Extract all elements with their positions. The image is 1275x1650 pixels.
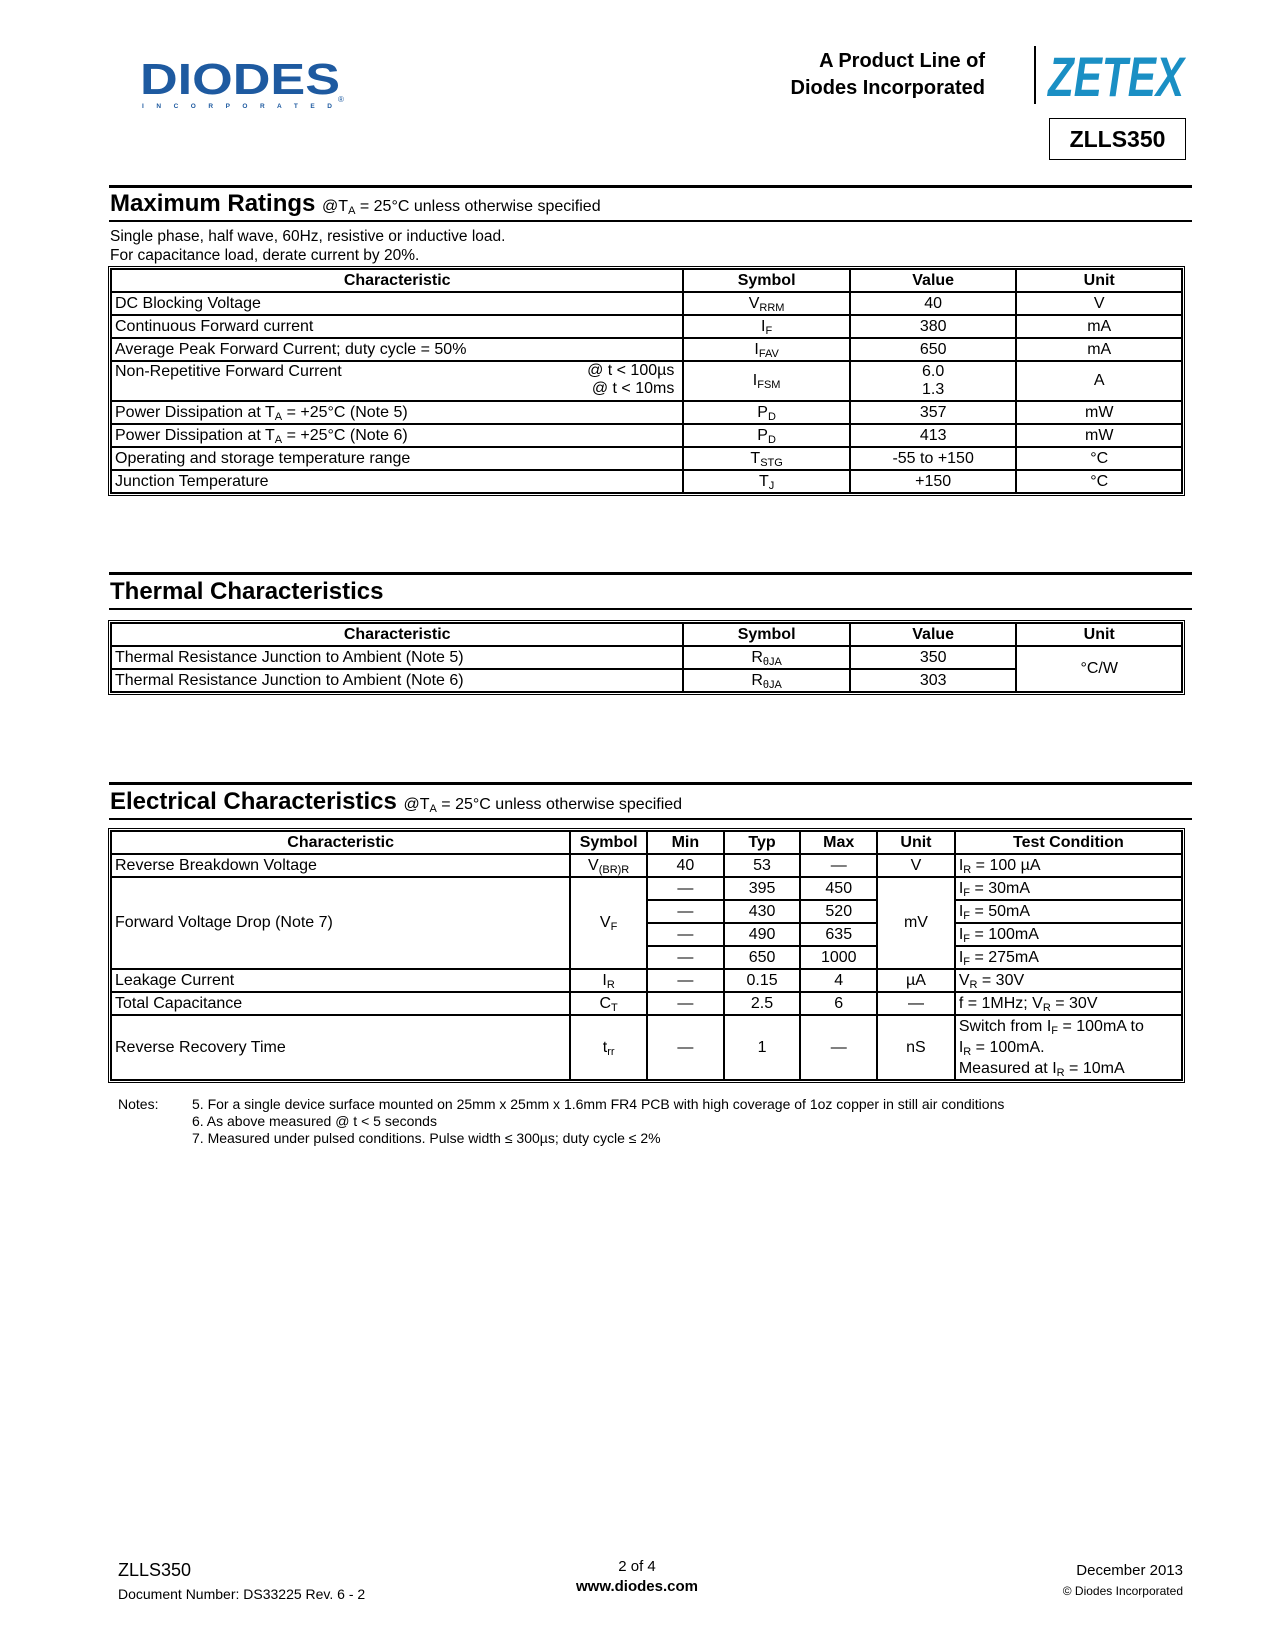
value-cell: 40 xyxy=(850,292,1017,315)
col-header: Min xyxy=(647,831,724,854)
section-rule xyxy=(109,220,1192,222)
condition-cell: $I_F = 50mA$ xyxy=(955,900,1182,923)
table-header-row xyxy=(111,269,1182,292)
unit-cell: mA xyxy=(1016,315,1182,338)
section-rule xyxy=(109,608,1192,610)
col-header: Unit xyxy=(877,831,955,854)
value-cell: -55 to +150 xyxy=(850,447,1017,470)
tagline xyxy=(791,48,985,102)
min-cell: — xyxy=(647,1015,724,1080)
condition-cell: $I_F = 275mA$ xyxy=(955,946,1182,969)
characteristic-cell: Junction Temperature xyxy=(111,470,683,493)
section-rule xyxy=(109,782,1192,785)
max-ratings-table xyxy=(108,266,1185,496)
characteristic-cell: Power Dissipation at $T_A = +25^\circ C$ (Note 5) xyxy=(111,401,683,424)
electrical-title: Electrical Characteristics $@T_A = 25^\circ C$ unless otherwise specified xyxy=(110,788,683,815)
characteristic-cell: DC Blocking Voltage xyxy=(111,292,683,315)
condition-cell: $I_F = 30mA$ xyxy=(955,877,1182,900)
value-cell: 303 xyxy=(850,669,1017,692)
symbol-cell: $t_{rr}$ xyxy=(570,1015,647,1080)
zetex-logo xyxy=(1046,45,1187,108)
symbol-cell: $P_D$ xyxy=(683,401,850,424)
symbol-cell: $P_D$ xyxy=(683,424,850,447)
col-header: Characteristic xyxy=(111,831,570,854)
typ-cell: 650 xyxy=(724,946,801,969)
col-header: Max xyxy=(800,831,877,854)
min-cell: — xyxy=(647,946,724,969)
unit-cell: °C xyxy=(1016,470,1182,493)
typ-cell: 0.15 xyxy=(724,969,801,992)
col-header: Value xyxy=(850,623,1017,646)
col-header: Characteristic xyxy=(111,623,683,646)
col-header: Symbol xyxy=(683,269,850,292)
thermal-table xyxy=(108,620,1185,695)
max-cell: 520 xyxy=(800,900,877,923)
symbol-cell: $T_{STG}$ xyxy=(683,447,850,470)
table-row xyxy=(111,470,1182,493)
value-cell: 350 xyxy=(850,646,1017,669)
condition-cell: $I_F = 100mA$ xyxy=(955,923,1182,946)
unit-cell: µA xyxy=(877,969,955,992)
min-cell: — xyxy=(647,923,724,946)
col-header: Symbol xyxy=(683,623,850,646)
svg-text:DIODES: DIODES xyxy=(140,55,340,104)
table-row xyxy=(111,315,1182,338)
col-header: Test Condition xyxy=(955,831,1182,854)
max-cell: 1000 xyxy=(800,946,877,969)
unit-cell: — xyxy=(877,992,955,1015)
symbol-cell: $C_T$ xyxy=(570,992,647,1015)
condition-cell: Switch from $I_F = 100mA$ to $I_R = 100mA$. Measured at $I_R = 10mA$ xyxy=(955,1015,1182,1080)
value-cell: 650 xyxy=(850,338,1017,361)
min-cell: 40 xyxy=(647,854,724,877)
section-rule xyxy=(109,185,1192,188)
max-cell: 4 xyxy=(800,969,877,992)
part-number-box: ZLLS350 xyxy=(1049,118,1186,160)
table-row xyxy=(111,292,1182,315)
footer-part: ZLLS350 xyxy=(118,1560,192,1580)
unit-cell: A xyxy=(1016,361,1182,401)
unit-cell: mW xyxy=(1016,401,1182,424)
condition-cell: f = 1MHz; $V_R = 30V$ xyxy=(955,992,1182,1015)
characteristic-cell: Thermal Resistance Junction to Ambient (Note 6) xyxy=(111,669,683,692)
typ-cell: 1 xyxy=(724,1015,801,1080)
col-header: Symbol xyxy=(570,831,647,854)
table-row xyxy=(111,361,1182,401)
footer-doc-number: Document Number: DS33225 Rev. 6 - 2 xyxy=(118,1586,366,1602)
characteristic-cell: Operating and storage temperature range xyxy=(111,447,683,470)
unit-cell: mW xyxy=(1016,424,1182,447)
svg-text:ZETEX: ZETEX xyxy=(1046,45,1187,108)
condition-text: @ t < 100µs xyxy=(587,362,675,379)
min-cell: — xyxy=(647,992,724,1015)
unit-cell: °C xyxy=(1016,447,1182,470)
condition-text: @ t < 10ms xyxy=(591,380,675,397)
table-row xyxy=(111,1015,1182,1080)
svg-text:®: ® xyxy=(338,95,344,104)
typ-cell: 2.5 xyxy=(724,992,801,1015)
svg-text:I N C O R P O R A T E D: I N C O R P O R A T E D xyxy=(142,103,333,110)
characteristic-cell: Leakage Current xyxy=(111,969,570,992)
typ-cell: 53 xyxy=(724,854,801,877)
characteristic-cell: Average Peak Forward Current; duty cycle = 50% xyxy=(111,338,683,361)
table-row xyxy=(111,646,1182,669)
symbol-cell: $I_F$ xyxy=(683,315,850,338)
value-cell: 413 xyxy=(850,424,1017,447)
tagline-line-2: Diodes Incorporated xyxy=(790,77,985,99)
footer-url[interactable]: www.diodes.com xyxy=(576,1578,698,1595)
characteristic-cell: Thermal Resistance Junction to Ambient (Note 5) xyxy=(111,646,683,669)
table-row xyxy=(111,854,1182,877)
table-row xyxy=(111,424,1182,447)
symbol-cell: $T_J$ xyxy=(683,470,850,493)
tagline-line-1: A Product Line of xyxy=(819,50,985,72)
min-cell: — xyxy=(647,900,724,923)
condition-cell: $V_R = 30V$ xyxy=(955,969,1182,992)
min-cell: — xyxy=(647,877,724,900)
table-row xyxy=(111,447,1182,470)
table-header-row xyxy=(111,623,1182,646)
symbol-cell: $I_{FSM}$ xyxy=(683,361,850,401)
header-divider xyxy=(1034,46,1036,104)
value-cell: 357 xyxy=(850,401,1017,424)
diodes-logo xyxy=(140,56,350,116)
characteristic-cell: Reverse Breakdown Voltage xyxy=(111,854,570,877)
footer-page: 2 of 4 xyxy=(618,1558,656,1575)
col-header: Unit xyxy=(1016,269,1182,292)
symbol-cell: $I_R$ xyxy=(570,969,647,992)
notes-list xyxy=(192,1096,1004,1147)
col-header: Typ xyxy=(724,831,801,854)
electrical-table xyxy=(108,828,1185,1083)
table-row xyxy=(111,969,1182,992)
symbol-cell: $V_{RRM}$ xyxy=(683,292,850,315)
max-ratings-note-1: Single phase, half wave, 60Hz, resistive or inductive load. xyxy=(110,228,506,245)
characteristic-cell: Reverse Recovery Time xyxy=(111,1015,570,1080)
symbol-cell: $R_{\theta JA}$ xyxy=(683,646,850,669)
footer-date: December 2013 xyxy=(1076,1562,1183,1579)
note-item: 5. For a single device surface mounted on 25mm x 25mm x 1.6mm FR4 PCB with high coverage of 1oz copper in still air conditions xyxy=(192,1096,1005,1112)
section-rule xyxy=(109,818,1192,820)
col-header: Characteristic xyxy=(111,269,683,292)
typ-cell: 430 xyxy=(724,900,801,923)
symbol-cell: $V_F$ xyxy=(570,877,647,969)
thermal-title: Thermal Characteristics xyxy=(110,578,384,605)
characteristic-cell: Total Capacitance xyxy=(111,992,570,1015)
min-cell: — xyxy=(647,969,724,992)
notes-label: Notes: xyxy=(118,1096,159,1112)
note-item: 7. Measured under pulsed conditions. Pulse width ≤ 300µs; duty cycle ≤ 2% xyxy=(192,1130,661,1146)
footer-copyright: © Diodes Incorporated xyxy=(1062,1584,1183,1598)
table-row xyxy=(111,338,1182,361)
characteristic-cell: Non-Repetitive Forward Current @ t < 100µs @ t < 10ms xyxy=(111,361,683,401)
col-header: Value xyxy=(850,269,1017,292)
table-row xyxy=(111,401,1182,424)
max-cell: 6 xyxy=(800,992,877,1015)
value-cell: +150 xyxy=(850,470,1017,493)
unit-cell: °C/W xyxy=(1016,646,1182,692)
unit-cell: mA xyxy=(1016,338,1182,361)
typ-cell: 395 xyxy=(724,877,801,900)
section-rule xyxy=(109,572,1192,575)
characteristic-cell: Continuous Forward current xyxy=(111,315,683,338)
table-row xyxy=(111,992,1182,1015)
unit-cell: nS xyxy=(877,1015,955,1080)
unit-cell: V xyxy=(1016,292,1182,315)
max-ratings-title: Maximum Ratings $@T_A = 25^\circ C$ unless otherwise specified xyxy=(110,190,601,217)
max-cell: 450 xyxy=(800,877,877,900)
symbol-cell: $R_{\theta JA}$ xyxy=(683,669,850,692)
max-cell: — xyxy=(800,1015,877,1080)
table-row xyxy=(111,877,1182,900)
characteristic-cell: Power Dissipation at $T_A = +25^\circ C$ (Note 6) xyxy=(111,424,683,447)
unit-cell: V xyxy=(877,854,955,877)
max-cell: 635 xyxy=(800,923,877,946)
value-cell: 380 xyxy=(850,315,1017,338)
characteristic-cell: Forward Voltage Drop (Note 7) xyxy=(111,877,570,969)
table-header-row xyxy=(111,831,1182,854)
max-ratings-note-2: For capacitance load, derate current by 20%. xyxy=(110,247,420,264)
note-item: 6. As above measured @ t < 5 seconds xyxy=(192,1113,437,1129)
typ-cell: 490 xyxy=(724,923,801,946)
symbol-cell: $V_{(BR)R}$ xyxy=(570,854,647,877)
symbol-cell: $I_{FAV}$ xyxy=(683,338,850,361)
col-header: Unit xyxy=(1016,623,1182,646)
unit-cell: mV xyxy=(877,877,955,969)
max-cell: — xyxy=(800,854,877,877)
value-cell: 6.0 1.3 xyxy=(850,361,1017,401)
condition-cell: $I_R = 100$ µA xyxy=(955,854,1182,877)
